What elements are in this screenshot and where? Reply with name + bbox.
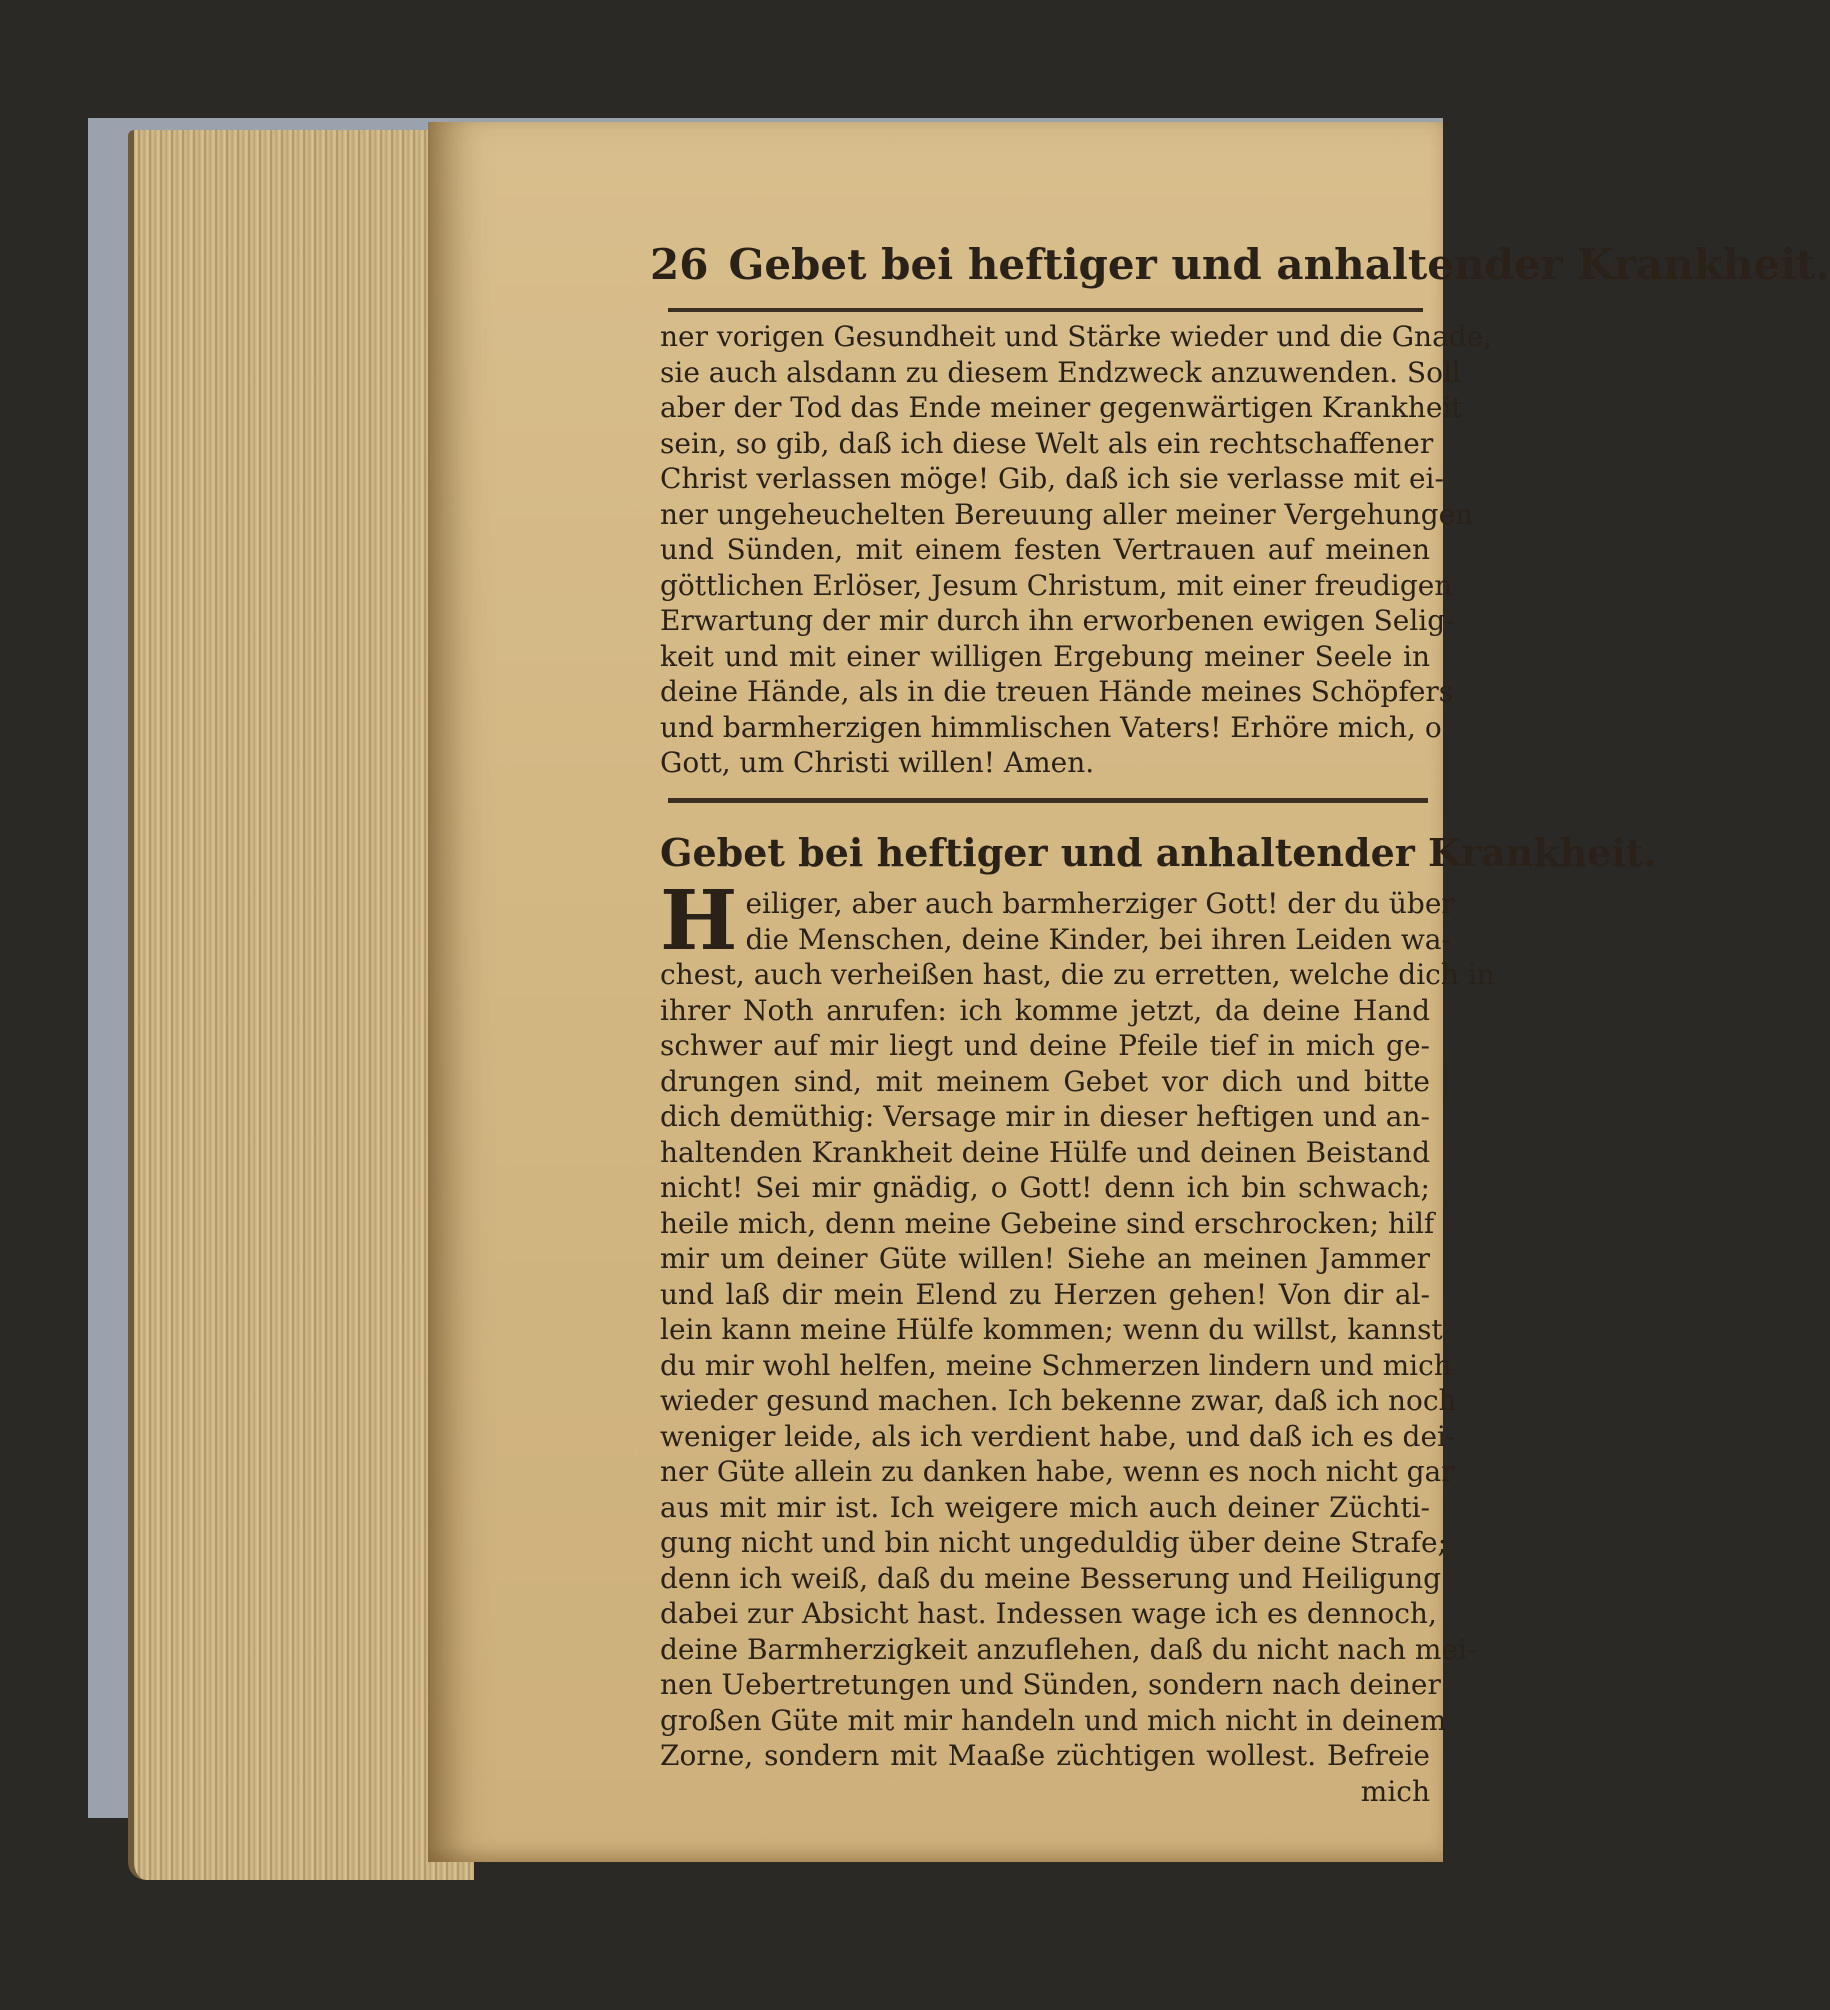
text-line: die Menschen, deine Kinder, bei ihren Leiden wa- — [745, 922, 1451, 956]
paragraph-continued — [660, 319, 1493, 781]
text-line: dich demüthig: Versage mir in dieser heftigen und an- — [660, 1100, 1430, 1133]
text-line: ihrer Noth anrufen: ich komme jetzt, da deine Hand — [660, 993, 1430, 1027]
text-line: und barmherzigen himmlischen Vaters! Erhöre mich, o — [660, 710, 1442, 744]
text-line: sein, so gib, daß ich diese Welt als ein rechtschaffener — [660, 426, 1434, 460]
text-line: aus mit mir ist. Ich weigere mich auch deiner Züchti- — [660, 1490, 1430, 1524]
text-line: heile mich, denn meine Gebeine sind erschrocken; hilf — [660, 1206, 1435, 1240]
page-edges — [128, 130, 474, 1880]
text-line: weniger leide, als ich verdient habe, und daß ich es dei- — [660, 1419, 1456, 1453]
running-head — [650, 240, 1830, 289]
section-title: Gebet bei heftiger und anhaltender Krankheit. — [660, 830, 1657, 875]
text-line: denn ich weiß, daß du meine Besserung und Heiligung — [660, 1561, 1442, 1595]
text-line: Christ verlassen möge! Gib, daß ich sie verlasse mit ei- — [660, 462, 1444, 495]
text-line: chest, auch verheißen hast, die zu erretten, welche dich in — [660, 958, 1495, 991]
drop-cap: H — [660, 873, 738, 969]
text-line: schwer auf mir liegt und deine Pfeile tief in mich ge- — [660, 1029, 1430, 1062]
text-line: wieder gesund machen. Ich bekenne zwar, daß ich noch — [660, 1384, 1457, 1417]
text-line: eiliger, aber auch barmherziger Gott! der du über — [745, 887, 1455, 920]
text-line: Gott, um Christi willen! Amen. — [660, 746, 1095, 779]
text-line: gung nicht und bin nicht ungeduldig über deine Strafe; — [660, 1526, 1448, 1559]
text-line: keit und mit einer willigen Ergebung meiner Seele in — [660, 639, 1430, 673]
text-line: Erwartung der mir durch ihn erworbenen ewigen Selig- — [660, 604, 1455, 637]
text-line: und laß dir mein Elend zu Herzen gehen! Von dir al- — [660, 1277, 1430, 1311]
text-line: nen Uebertretungen und Sünden, sondern nach deiner — [660, 1668, 1441, 1701]
text-line: drungen sind, mit meinem Gebet vor dich und bitte — [660, 1064, 1430, 1098]
text-line: göttlichen Erlöser, Jesum Christum, mit einer freudigen — [660, 568, 1453, 602]
header-rule — [668, 308, 1423, 312]
text-line: ner Güte allein zu danken habe, wenn es noch nicht gar — [660, 1455, 1455, 1488]
text-line: sie auch alsdann zu diesem Endzweck anzuwenden. Soll — [660, 355, 1461, 389]
text-line: ner ungeheuchelten Bereuung aller meiner Vergehungen — [660, 497, 1474, 531]
text-line: großen Güte mit mir handeln und mich nicht in deinem — [660, 1703, 1447, 1737]
text-line: nicht! Sei mir gnädig, o Gott! denn ich bin schwach; — [660, 1171, 1430, 1204]
text-line: dabei zur Absicht hast. Indessen wage ich es dennoch, — [660, 1597, 1437, 1630]
text-line: deine Barmherzigkeit anzuflehen, daß du nicht nach mei- — [660, 1632, 1477, 1666]
text-line: du mir wohl helfen, meine Schmerzen lindern und mich — [660, 1348, 1452, 1382]
text-line: und Sünden, mit einem festen Vertrauen auf meinen — [660, 533, 1430, 566]
section-rule — [668, 798, 1428, 803]
text-line: aber der Tod das Ende meiner gegenwärtigen Krankheit — [660, 391, 1463, 424]
catchword: mich — [1360, 1774, 1430, 1808]
text-line: haltenden Krankheit deine Hülfe und deinen Beistand — [660, 1135, 1430, 1169]
text-line: deine Hände, als in die treuen Hände meines Schöpfers — [660, 675, 1454, 708]
prayer-paragraph — [660, 873, 1495, 1809]
text-line: mir um deiner Güte willen! Siehe an meinen Jammer — [660, 1242, 1430, 1275]
text-line: lein kann meine Hülfe kommen; wenn du willst, kannst — [660, 1313, 1443, 1346]
text-line: Zorne, sondern mit Maaße züchtigen wollest. Befreie — [660, 1739, 1430, 1772]
page-number: 26 — [650, 240, 709, 289]
text-line: ner vorigen Gesundheit und Stärke wieder und die Gnade, — [660, 320, 1493, 353]
running-head-title: Gebet bei heftiger und anhaltender Krankheit. — [728, 240, 1830, 289]
book — [128, 122, 1830, 1882]
book-page — [428, 122, 1830, 1862]
